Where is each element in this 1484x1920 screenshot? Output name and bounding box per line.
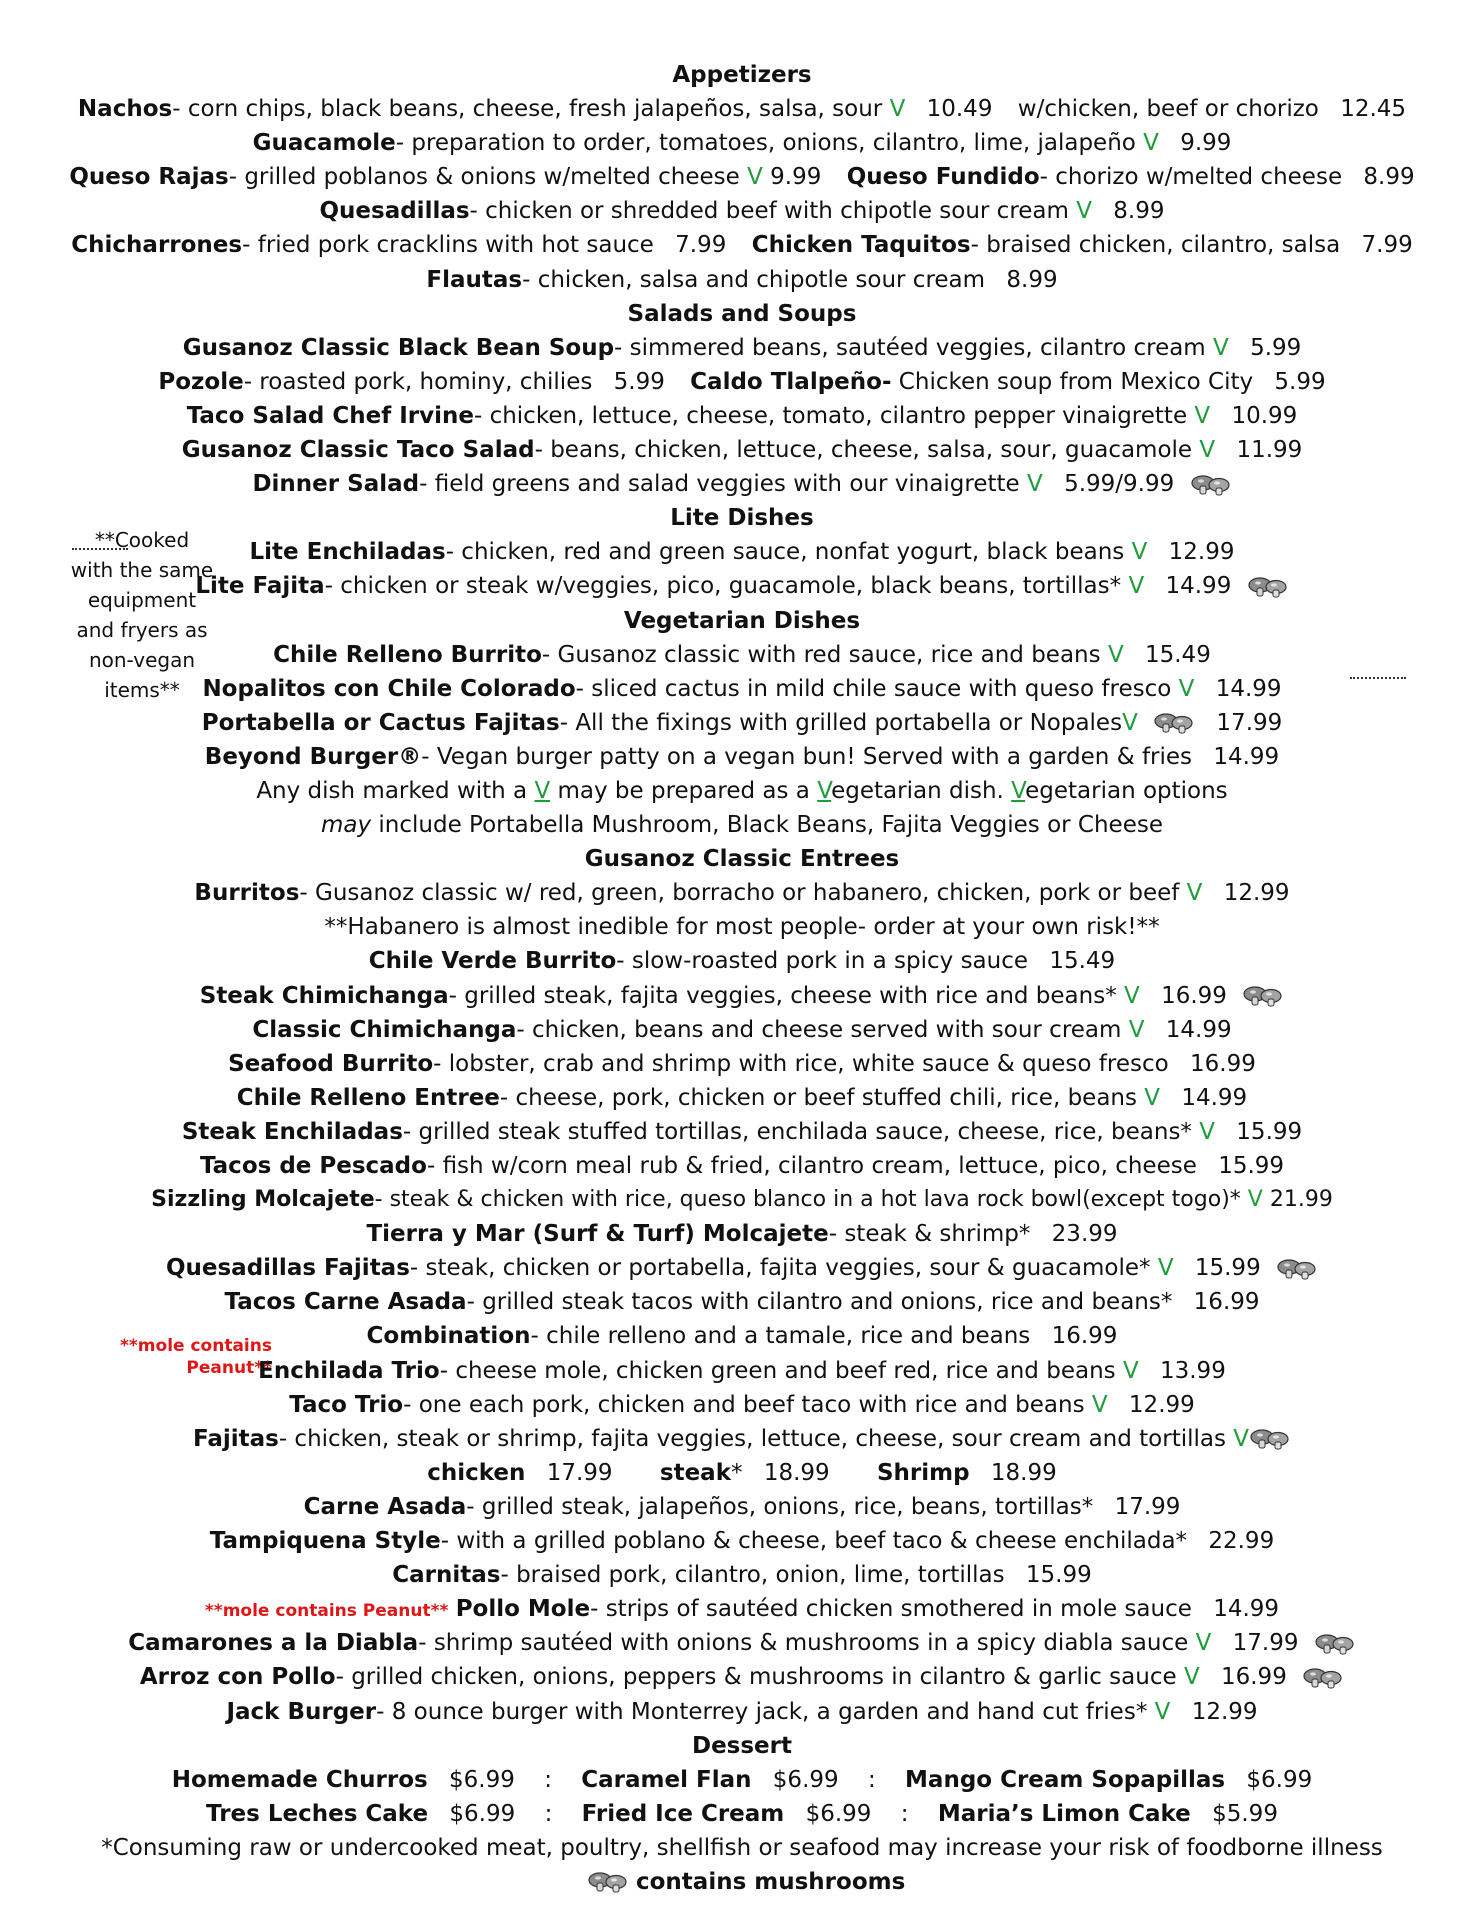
section-lite-dishes: Lite Dishes (670, 505, 814, 532)
mushroom-icon (1247, 576, 1289, 598)
side-note-line: equipment (87, 588, 197, 612)
mushroom-icon (1276, 1258, 1318, 1280)
item-name: Tacos Carne Asada (224, 1289, 467, 1316)
mushroom-icon (1249, 1428, 1291, 1450)
item-name: Combination (366, 1323, 531, 1350)
item-price: 7.99 (675, 232, 727, 259)
food-safety-disclaimer: *Consuming raw or undercooked meat, poultry, shellfish or seafood may increase your risk of foodborne illness (101, 1834, 1383, 1861)
item-name: Flautas (426, 266, 523, 293)
item-desc: - chicken or shredded beef with chipotle sour cream (469, 198, 1069, 225)
menu-item-fajitas (0, 1422, 1484, 1456)
item-desc: - All the fixings with grilled portabella or Nopales (559, 709, 1123, 736)
menu-item-flautas (0, 263, 1484, 297)
item-desc: - lobster, crab and shrimp with rice, white sauce & queso fresco (433, 1050, 1169, 1077)
fajita-option-label: chicken (427, 1459, 526, 1486)
vegetarian-mark: V (1194, 402, 1211, 429)
menu-item-classic-chimichanga (0, 1013, 1484, 1047)
section-appetizers: Appetizers (672, 62, 812, 88)
section-vegetarian: Vegetarian Dishes (623, 607, 861, 634)
menu-item-quesadillas-fajitas (0, 1251, 1484, 1285)
section-classic-entrees: Gusanoz Classic Entrees (584, 846, 900, 873)
side-note-line: items** (104, 678, 180, 702)
vegetarian-mark: V (1122, 1357, 1139, 1384)
vegetarian-note (0, 774, 1484, 808)
item-price: 16.99 (1161, 982, 1227, 1009)
item-name: Camarones a la Diabla (128, 1630, 419, 1657)
item-name: Jack Burger (226, 1698, 377, 1725)
item-desc: - corn chips, black beans, cheese, fresh jalapeños, salsa, sour (172, 96, 883, 123)
item-desc: - shrimp sautéed with onions & mushrooms in a spicy diabla sauce (418, 1630, 1189, 1657)
item-desc: - strips of sautéed chicken smothered in mole sauce (590, 1596, 1192, 1623)
fajita-option-price: 18.99 (990, 1459, 1057, 1486)
item-price: 17.99 (1216, 709, 1283, 736)
item-name: Caldo Tlalpeño- (690, 368, 892, 395)
menu-item-steak-chimichanga (0, 979, 1484, 1013)
item-price: 14.99 (1165, 1016, 1232, 1043)
item-desc: - chicken, beans and cheese served with sour cream (516, 1016, 1122, 1043)
mushroom-icon (1314, 1633, 1356, 1655)
menu-item-queso (0, 160, 1484, 194)
vegetarian-mark: V (817, 777, 832, 804)
vegetarian-mark: V (1157, 1255, 1174, 1282)
item-name: Steak Chimichanga (199, 982, 449, 1009)
item-desc: - chicken, salsa and chipotle sour cream (522, 266, 986, 293)
vegetarian-mark: V (1027, 471, 1043, 498)
item-desc: - steak & chicken with rice, queso blanco in a hot lava rock bowl(except togo)* (374, 1187, 1241, 1213)
section-salads-soups: Salads and Soups (627, 300, 857, 327)
vegetarian-mark: V (1233, 1425, 1250, 1452)
item-name: Fajitas (192, 1425, 279, 1452)
item-desc: - grilled steak stuffed tortillas, enchilada sauce, cheese, rice, beans* (402, 1118, 1192, 1145)
section-dessert: Dessert (691, 1732, 792, 1759)
menu-item-taco-salad-irvine (0, 399, 1484, 433)
item-price: 16.99 (1051, 1323, 1118, 1350)
menu-item-beyond-burger (0, 740, 1484, 774)
item-desc: - field greens and salad veggies with our vinaigrette (419, 471, 1020, 498)
item-price: 15.99 (1218, 1153, 1285, 1179)
menu-item-pozole (0, 365, 1484, 399)
dessert-row (0, 1763, 1484, 1797)
item-desc: Chicken soup from Mexico City (891, 368, 1254, 395)
item-price: 12.99 (1128, 1391, 1195, 1418)
item-desc: - Gusanoz classic with red sauce, rice and beans (541, 641, 1101, 668)
item-name: Enchilada Trio (258, 1357, 440, 1384)
peanut-note: **mole contains Peanut** (204, 1601, 449, 1622)
vegetarian-mark: V (1128, 573, 1145, 600)
menu-item-pollo-mole (0, 1592, 1484, 1626)
menu-item-seafood-burrito (0, 1047, 1484, 1081)
item-price: 10.49 (926, 96, 993, 123)
mushroom-legend (0, 1865, 1484, 1899)
peanut-note-line: **mole contains (120, 1336, 272, 1356)
veg-note-text: egetarian dish. (831, 777, 1012, 804)
item-name: Taco Trio (289, 1391, 404, 1418)
item-price: 8.99 (1006, 266, 1058, 293)
item-desc: - grilled chicken, onions, peppers & mushrooms in cilantro & garlic sauce (335, 1664, 1177, 1691)
vegetarian-mark: V (1178, 675, 1195, 702)
vegetarian-mark: V (534, 777, 551, 804)
item-desc: - braised pork, cilantro, onion, lime, tortillas (500, 1562, 1005, 1589)
item-name: Queso Rajas (69, 164, 229, 191)
menu-item-relleno-burrito (0, 638, 1484, 672)
menu-item-tierra-y-mar (0, 1217, 1484, 1251)
menu-item-taco-trio (0, 1388, 1484, 1422)
item-name: Portabella or Cactus Fajitas (201, 709, 560, 736)
side-note-line: and fryers as (76, 618, 208, 642)
item-desc: - 8 ounce burger with Monterrey jack, a garden and hand cut fries* (376, 1698, 1148, 1725)
menu-item-relleno-entree (0, 1081, 1484, 1115)
item-name: Nachos (77, 96, 173, 123)
dessert-name: Fried Ice Cream (581, 1800, 785, 1827)
item-price: 14.99 (1181, 1084, 1248, 1111)
menu-item-portabella (0, 706, 1484, 740)
mushroom-icon (1153, 712, 1195, 734)
fajita-option-price: 18.99 (763, 1459, 830, 1486)
item-desc: - chicken, steak or shrimp, fajita veggies, lettuce, cheese, sour cream and tortillas (278, 1425, 1226, 1452)
dessert-name: Maria’s Limon Cake (937, 1800, 1191, 1827)
item-desc: - cheese mole, chicken green and beef red, rice and beans (439, 1357, 1116, 1384)
menu-item-verde-burrito (0, 944, 1484, 978)
menu-item-combination (0, 1319, 1484, 1353)
item-price: 17.99 (1232, 1630, 1299, 1657)
item-name: Pozole (158, 368, 244, 395)
side-note-line: **Cooked (94, 528, 190, 552)
mushroom-icon (1242, 985, 1284, 1007)
item-name: Arroz con Pollo (139, 1664, 336, 1691)
item-desc: - Vegan burger patty on a vegan bun! Served with a garden & fries (421, 743, 1193, 770)
item-price: 8.99 (1113, 198, 1165, 225)
item-desc: - braised chicken, cilantro, salsa (970, 232, 1341, 259)
item-desc: - fried pork cracklins with hot sauce (242, 232, 654, 259)
menu-item-tampiquena (0, 1524, 1484, 1558)
item-price: 16.99 (1190, 1050, 1256, 1077)
vegetarian-mark: V (1107, 641, 1124, 668)
dessert-separator: : (544, 1766, 552, 1793)
menu-item-arroz-con-pollo (0, 1660, 1484, 1694)
item-name: Beyond Burger® (204, 743, 422, 770)
menu-item-molcajete (0, 1183, 1484, 1217)
item-name: Chicken Taquitos (751, 232, 971, 259)
item-name: Quesadillas Fajitas (165, 1255, 410, 1282)
item-desc: - preparation to order, tomatoes, onions, cilantro, lime, jalapeño (395, 130, 1136, 157)
item-desc: - grilled steak, jalapeños, onions, rice, beans, tortillas* (466, 1493, 1094, 1520)
item-price: 15.49 (1049, 948, 1116, 975)
menu-item-dinner-salad (0, 467, 1484, 501)
menu-item-bean-soup (0, 331, 1484, 365)
item-name: Gusanoz Classic Taco Salad (181, 437, 535, 464)
veg-note-text: include Portabella Mushroom, Black Beans, Fajita Veggies or Cheese (371, 812, 1163, 839)
item-desc: - chorizo w/melted cheese (1039, 164, 1343, 191)
menu-item-nopalitos (0, 672, 1484, 706)
menu-item-carnitas (0, 1558, 1484, 1592)
dessert-price: $6.99 (449, 1800, 516, 1827)
vegetarian-mark: V (1131, 539, 1148, 566)
vegetarian-mark: V (1195, 1630, 1212, 1657)
item-name: Taco Salad Chef Irvine (186, 402, 474, 429)
item-price: 9.99 (1180, 130, 1232, 157)
item-name: Pollo Mole (455, 1596, 591, 1623)
menu-item-nachos (0, 92, 1484, 126)
item-price: 5.99 (1250, 334, 1302, 361)
dessert-separator: : (900, 1800, 909, 1827)
vegetarian-mark: V (1091, 1391, 1108, 1418)
menu-item-chicharrones (0, 228, 1484, 262)
dessert-row (0, 1797, 1484, 1831)
item-name: Classic Chimichanga (252, 1016, 517, 1043)
item-desc: - sliced cactus in mild chile sauce with queso fresco (575, 675, 1172, 702)
item-desc: - chile relleno and a tamale, rice and beans (530, 1323, 1031, 1350)
menu-item-lite-enchiladas (0, 535, 1484, 569)
vegetarian-mark: V (1128, 1016, 1145, 1043)
vegetarian-mark: V (1124, 982, 1140, 1009)
item-desc: - grilled steak tacos with cilantro and onions, rice and beans* (466, 1289, 1173, 1316)
vegetarian-mark: V (1144, 1084, 1161, 1111)
item-price: 15.99 (1236, 1118, 1303, 1145)
veg-note-text: egetarian options (1025, 777, 1228, 804)
item-name: Carne Asada (303, 1493, 467, 1520)
item-name: Lite Enchiladas (249, 539, 446, 566)
menu-item-burritos (0, 876, 1484, 910)
item-price: 10.99 (1231, 402, 1298, 429)
item-name: Quesadillas (319, 198, 470, 225)
dessert-name: Mango Cream Sopapillas (905, 1766, 1226, 1793)
vegetarian-mark: V (1154, 1698, 1171, 1725)
peanut-note-line: Peanut** (186, 1358, 272, 1378)
item-price: 9.99 (770, 164, 822, 191)
menu-item-camarones (0, 1626, 1484, 1660)
item-name: Chicharrones (71, 232, 243, 259)
item-name: Gusanoz Classic Black Bean Soup (182, 334, 615, 361)
vegetarian-mark: V (1076, 198, 1092, 225)
item-desc: - with a grilled poblano & cheese, beef taco & cheese enchilada* (440, 1528, 1188, 1555)
item-name: Guacamole (252, 130, 396, 157)
item-price: 15.49 (1144, 641, 1211, 668)
menu-item-taco-salad-classic (0, 433, 1484, 467)
dessert-price: $6.99 (1246, 1766, 1313, 1793)
item-desc: - roasted pork, hominy, chilies (243, 368, 593, 395)
item-name: Tampiquena Style (209, 1528, 441, 1555)
item-price: 12.99 (1191, 1698, 1258, 1725)
menu-item-carne-asada (0, 1490, 1484, 1524)
dessert-name: Caramel Flan (581, 1766, 752, 1793)
item-desc: - simmered beans, sautéed veggies, cilantro cream (614, 334, 1206, 361)
item-price: 11.99 (1236, 437, 1303, 464)
item-price: 7.99 (1361, 232, 1413, 259)
item-desc: - chicken or steak w/veggies, pico, guacamole, black beans, tortillas* (324, 573, 1122, 600)
fajita-option-label: Shrimp (876, 1459, 970, 1486)
item-desc: - steak & shrimp* (828, 1221, 1031, 1248)
item-desc: - chicken, red and green sauce, nonfat yogurt, black beans (445, 539, 1125, 566)
item-price: 15.99 (1194, 1255, 1261, 1282)
fajita-option-suffix: * (731, 1459, 743, 1486)
item-name: Tierra y Mar (Surf & Turf) Molcajete (366, 1221, 829, 1248)
vegetarian-mark: V (747, 164, 763, 191)
item-name: Nopalitos con Chile Colorado (202, 675, 576, 702)
item-price: 14.99 (1213, 1596, 1280, 1623)
item-extra: w/chicken, beef or chorizo (1017, 96, 1319, 123)
menu-item-steak-enchiladas (0, 1115, 1484, 1149)
item-name: Lite Fajita (195, 573, 325, 600)
item-price: 5.99 (1274, 368, 1326, 395)
fajita-option-price: 17.99 (546, 1459, 613, 1486)
item-price: 23.99 (1051, 1221, 1118, 1248)
item-price: 14.99 (1215, 675, 1282, 702)
dessert-price: $6.99 (805, 1800, 872, 1827)
dessert-price: $5.99 (1212, 1800, 1278, 1827)
menu (0, 58, 1484, 1899)
vegetarian-mark: V (1199, 437, 1216, 464)
item-price: 16.99 (1193, 1289, 1260, 1316)
item-desc: - steak, chicken or portabella, fajita veggies, sour & guacamole* (409, 1255, 1151, 1282)
vegetarian-mark: V (1247, 1187, 1263, 1213)
vegetarian-mark: V (1213, 334, 1229, 361)
dessert-name: Tres Leches Cake (206, 1800, 429, 1827)
item-desc: - Gusanoz classic w/ red, green, borracho or habanero, chicken, pork or beef (299, 880, 1180, 907)
dessert-separator: : (544, 1800, 553, 1827)
menu-item-jack-burger (0, 1695, 1484, 1729)
dessert-price: $6.99 (772, 1766, 839, 1793)
vegetarian-mark: V (1183, 1664, 1200, 1691)
menu-item-enchilada-trio (0, 1354, 1484, 1388)
item-price: 13.99 (1159, 1357, 1226, 1384)
dessert-price: $6.99 (449, 1766, 515, 1793)
vegetarian-mark: V (1199, 1118, 1215, 1145)
item-price: 5.99 (613, 368, 665, 395)
item-desc: - fish w/corn meal rub & fried, cilantro cream, lettuce, pico, cheese (426, 1153, 1197, 1179)
item-name: Seafood Burrito (228, 1050, 434, 1077)
item-name: Carnitas (392, 1562, 501, 1589)
item-name: Chile Relleno Burrito (273, 641, 542, 668)
vegetarian-note-options (0, 808, 1484, 842)
veg-note-text: Any dish marked with a (256, 777, 535, 804)
item-desc: - chicken, lettuce, cheese, tomato, cilantro pepper vinaigrette (473, 402, 1188, 429)
side-note-line: non-vegan (88, 648, 196, 672)
veg-note-emphasis: may (320, 812, 372, 839)
menu-item-tacos-carne-asada (0, 1285, 1484, 1319)
vegetarian-mark: V (889, 96, 906, 123)
side-note-line: with the same (70, 558, 214, 582)
item-price: 16.99 (1220, 1664, 1287, 1691)
mushroom-icon (587, 1871, 629, 1893)
item-name: Burritos (194, 880, 300, 907)
vegetarian-mark: V (1122, 709, 1138, 736)
menu-item-tacos-pescado (0, 1149, 1484, 1183)
vegetarian-mark: V (1143, 130, 1159, 157)
mushroom-icon (1190, 474, 1232, 496)
dessert-name: Homemade Churros (171, 1766, 428, 1793)
dessert-separator: : (867, 1766, 876, 1793)
item-desc: - cheese, pork, chicken or beef stuffed chili, rice, beans (499, 1084, 1137, 1111)
item-price: 12.99 (1168, 539, 1235, 566)
menu-item-guacamole (0, 126, 1484, 160)
item-desc: - grilled steak, fajita veggies, cheese with rice and beans* (448, 982, 1117, 1009)
item-name: Queso Fundido (846, 164, 1040, 191)
item-price: 15.99 (1025, 1562, 1092, 1589)
item-name: Chile Verde Burrito (368, 948, 617, 975)
item-name: Chile Relleno Entree (236, 1084, 500, 1111)
item-price: 8.99 (1363, 164, 1415, 191)
item-price: 14.99 (1165, 573, 1232, 600)
item-price: 14.99 (1213, 743, 1280, 770)
item-price: 5.99/9.99 (1064, 471, 1175, 498)
item-desc: - beans, chicken, lettuce, cheese, salsa, sour, guacamole (534, 437, 1193, 464)
item-name: Steak Enchiladas (181, 1118, 403, 1145)
item-name: Sizzling Molcajete (151, 1187, 375, 1213)
fajita-options (0, 1456, 1484, 1490)
item-name: Dinner Salad (252, 471, 420, 498)
menu-item-quesadillas (0, 194, 1484, 228)
item-price: 17.99 (1114, 1493, 1181, 1520)
vegetarian-mark: V (1186, 880, 1203, 907)
item-desc: - one each pork, chicken and beef taco with rice and beans (403, 1391, 1085, 1418)
fajita-option-label: steak (659, 1459, 731, 1486)
item-extra-price: 12.45 (1340, 96, 1407, 123)
habanero-warning: **Habanero is almost inedible for most people- order at your own risk!** (324, 914, 1160, 941)
item-desc: - slow-roasted pork in a spicy sauce (616, 948, 1029, 975)
vegetarian-mark: V (1011, 777, 1026, 804)
menu-item-lite-fajita (0, 569, 1484, 603)
mushroom-icon (1302, 1667, 1344, 1689)
legend-label: contains mushrooms (636, 1868, 906, 1895)
item-price: 21.99 (1269, 1187, 1333, 1213)
item-price: 12.99 (1223, 880, 1290, 907)
item-price: 22.99 (1208, 1528, 1275, 1555)
veg-note-text: may be prepared as a (550, 777, 818, 804)
item-desc: - grilled poblanos & onions w/melted cheese (228, 164, 740, 191)
item-name: Tacos de Pescado (199, 1153, 427, 1179)
